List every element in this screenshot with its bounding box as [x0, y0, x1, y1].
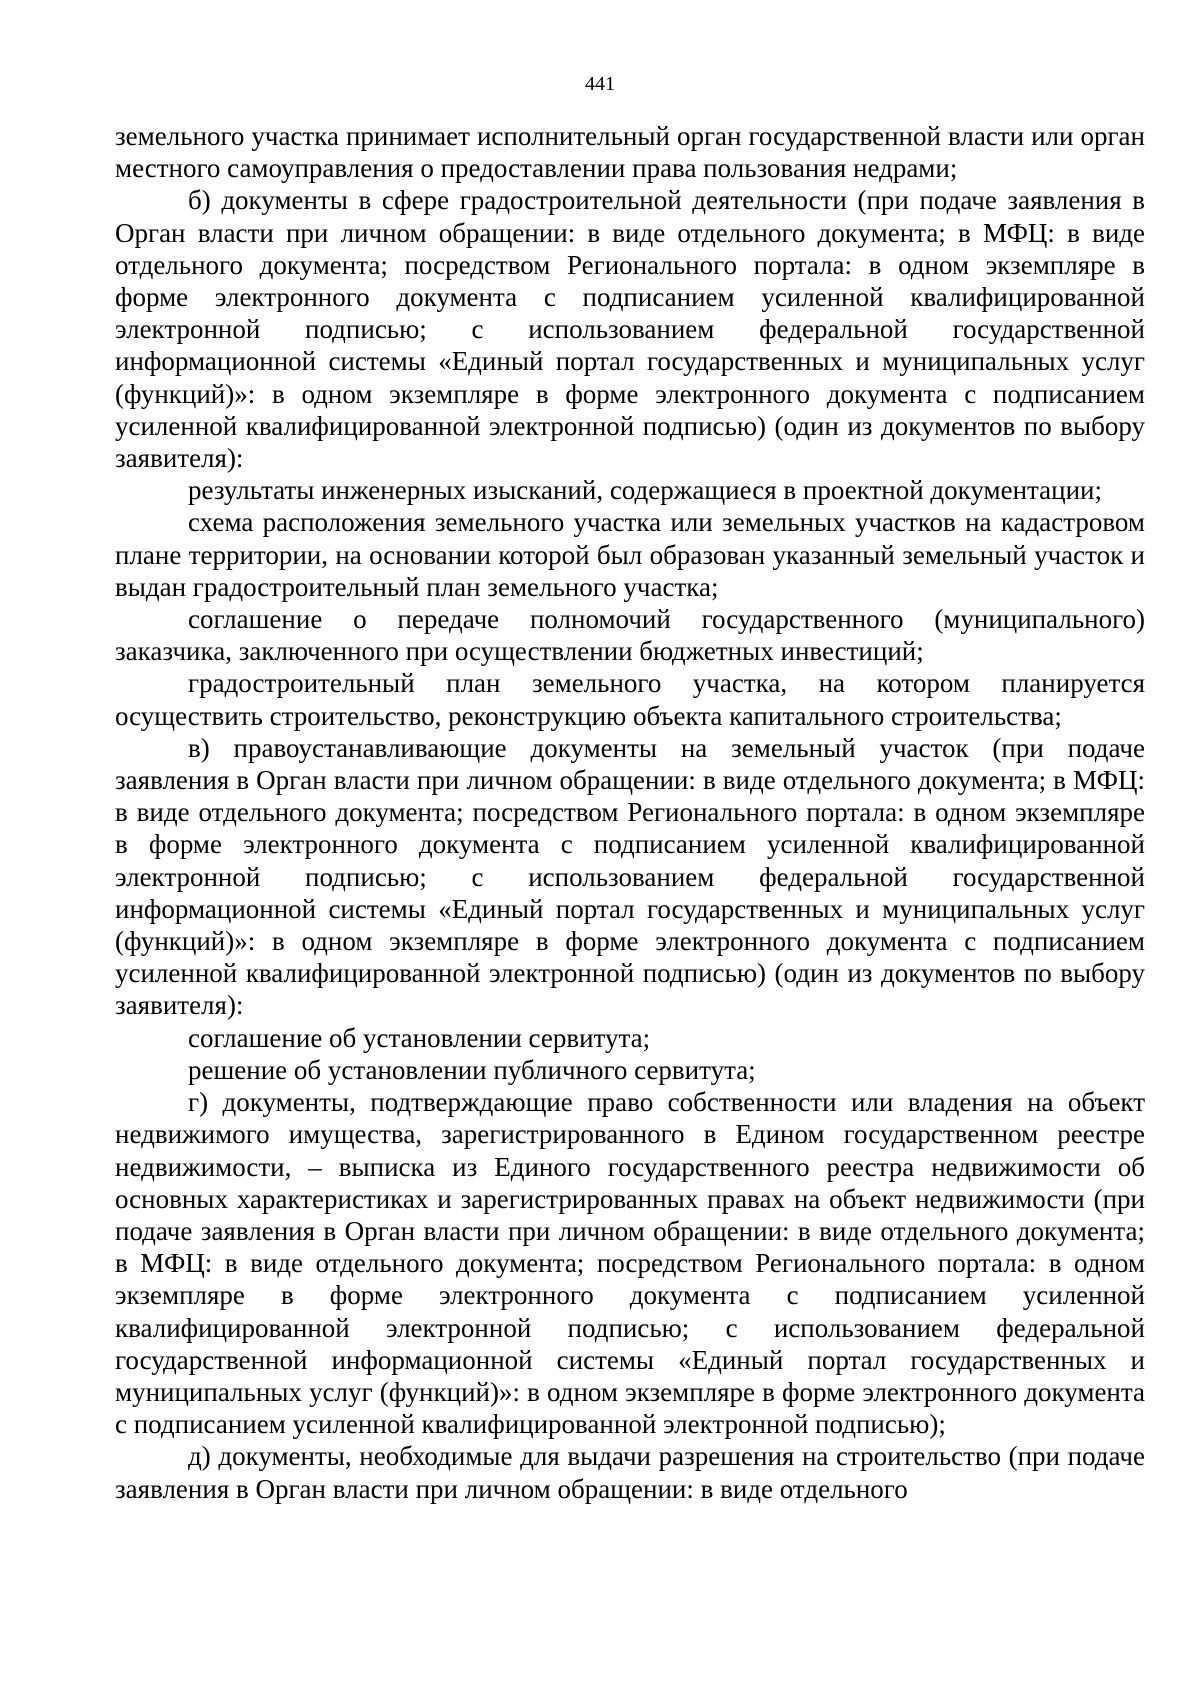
page-number: 441 — [585, 73, 615, 95]
paragraph: соглашение о передаче полномочий государственного (муниципального) заказчика, заключенного при осуществлении бюджетных инвестиций; — [115, 604, 1145, 667]
paragraph: земельного участка принимает исполнительный орган государственной власти или орган местного самоуправления о предоставлении права пользования недрами; — [115, 121, 1145, 184]
paragraph: схема расположения земельного участка или земельных участков на кадастровом плане территории, на основании которой был образован указанный земельный участок и выдан градостроительный план земельного участка; — [115, 507, 1145, 602]
paragraph: д) документы, необходимые для выдачи разрешения на строительство (при подаче заявления в Орган власти при личном обращении: в виде отдельного — [115, 1441, 1145, 1504]
paragraph: градостроительный план земельного участка, на котором планируется осуществить строительство, реконструкцию объекта капитального строительства; — [115, 668, 1145, 731]
paragraph: решение об установлении публичного сервитута; — [188, 1054, 756, 1085]
document-body — [115, 120, 1145, 1505]
paragraph: г) документы, подтверждающие право собственности или владения на объект недвижимого имущества, зарегистрированного в Едином государственном реестре недвижимости, – выписка из Единого государственного реестра недвижимости об основных характеристиках и зарегистрированных правах на объект недвижимости (при подаче заявления в Орган власти при личном обращении: в виде отдельного документа; в МФЦ: в виде отдельного документа; посредством Регионального портала: в одном экземпляре в форме электронного документа с подписанием усиленной квалифицированной электронной подписью; с использованием федеральной государственной информационной системы «Единый портал государственных и муниципальных услуг (функций)»: в одном экземпляре в форме электронного документа с подписанием усиленной квалифицированной электронной подписью); — [115, 1087, 1145, 1440]
paragraph: соглашение об установлении сервитута; — [188, 1022, 651, 1053]
paragraph: б) документы в сфере градостроительной деятельности (при подаче заявления в Орган власти при личном обращении: в виде отдельного документа; в МФЦ: в виде отдельного документа; посредством Регионального портала: в одном экземпляре в форме электронного документа с подписанием усиленной квалифицированной электронной подписью; с использованием федеральной государственной информационной системы «Единый портал государственных и муниципальных услуг (функций)»: в одном экземпляре в форме электронного документа с подписанием усиленной квалифицированной электронной подписью) (один из документов по выбору заявителя): — [115, 185, 1145, 474]
paragraph: результаты инженерных изысканий, содержащиеся в проектной документации; — [188, 475, 1103, 506]
paragraph: в) правоустанавливающие документы на земельный участок (при подаче заявления в Орган власти при личном обращении: в виде отдельного документа; в МФЦ: в виде отдельного документа; посредством Регионального портала: в одном экземпляре в форме электронного документа с подписанием усиленной квалифицированной электронной подписью; с использованием федеральной государственной информационной системы «Единый портал государственных и муниципальных услуг (функций)»: в одном экземпляре в форме электронного документа с подписанием усиленной квалифицированной электронной подписью) (один из документов по выбору заявителя): — [115, 732, 1145, 1021]
